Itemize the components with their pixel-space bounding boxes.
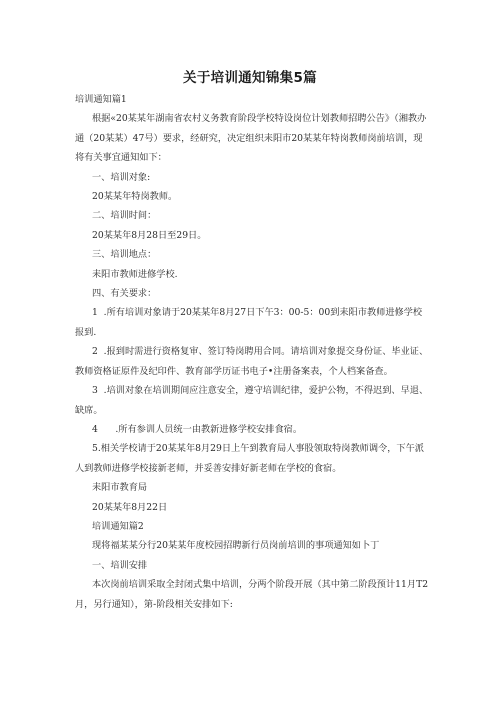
document-title: 关于培训通知锦集5篇	[183, 70, 317, 86]
paragraph: 根据«20某某年湖南省农村义务教育阶段学校特设岗位计划教师招聘公告》（湘教办通（20某某）47号）要求，经研究，决定组织耒阳市20某某年特岗教师岗前培训，现将有关事宜通知如下：	[75, 113, 427, 164]
paragraph: 培训通知篇1	[75, 94, 127, 105]
paragraph: 1 .所有培训对象请于20某某年8月27日下午3：00-5：00到耒阳市教师进修学校报到.	[75, 307, 423, 338]
paragraph: 3 .培训对象在培训期间应注意安全，遵守培训纪律，爱护公物，不得迟到、早退、缺席。	[75, 385, 429, 416]
paragraph: 4 .所有参训人员统一由教新进修学校安排食宿。	[92, 423, 303, 435]
paragraph: 耒阳市教师进修学校.	[92, 268, 178, 280]
document-body	[75, 90, 431, 614]
paragraph: 三、培训地点：	[92, 249, 157, 261]
paragraph: 5.相关学校请于20某某年8月29日上午到教育局人事股领取特岗教师调令，下午派人到教师进修学校接新老师，并妥善安排好新老师在学校的食宿。	[75, 443, 424, 474]
paragraph: 20某某年8月28日至29日。	[92, 229, 207, 241]
signature-date: 20某某年8月22日	[92, 501, 168, 513]
paragraph: 二、培训时间：	[92, 210, 157, 222]
paragraph: 20某某年特岗教师。	[92, 191, 178, 203]
section-heading: 培训通知篇2	[92, 520, 144, 532]
paragraph: 四、有关要求：	[92, 288, 157, 300]
paragraph: 一、培训对象:	[92, 171, 151, 183]
paragraph: 2 .报到时需进行资格复审、签订特岗聘用合同。请培训对象提交身份证、毕业证、教师资格证原件及纪印件、教育部学历证书电子•注册备案表，个人档案备查。	[75, 346, 429, 377]
signature-org: 耒阳市教育局	[92, 482, 148, 494]
paragraph: 一、培训安排	[92, 559, 148, 571]
paragraph: 本次岗前培训采取全封闭式集中培训，分两个阶段开展（其中第二阶段预计11月T2月，另行通知），第-阶段相关安排如下:	[75, 579, 429, 610]
paragraph: 现将福某某分行20某某年度校园招聘新行员岗前培训的事项通知如卜丁	[92, 540, 380, 552]
